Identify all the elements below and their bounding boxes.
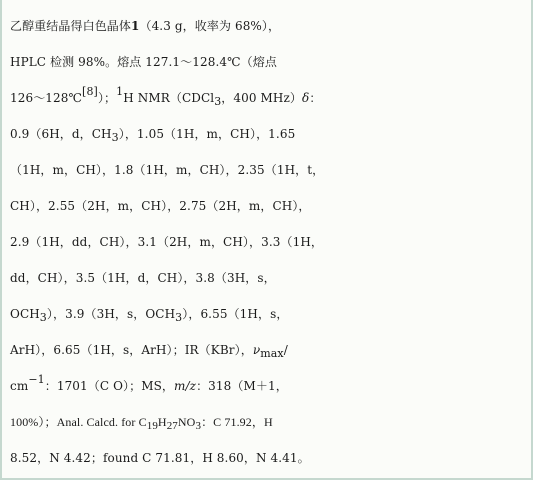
text-line [10, 44, 530, 80]
text-segment: ：1701（C O）；MS， [44, 379, 175, 393]
subscript: 3 [175, 311, 183, 324]
text-segment: H NMR（CDCl [123, 91, 215, 105]
text-line [10, 80, 530, 116]
text-segment: （1H，m，CH），1.8（1H，m，CH），2.35（1H，t， [10, 163, 325, 177]
text-line [10, 116, 530, 152]
text-line [10, 440, 530, 476]
nu-symbol: ν [252, 343, 261, 357]
text-line [10, 260, 530, 296]
text-segment: CH），2.55（2H，m，CH），2.75（2H，m，CH）， [10, 199, 311, 213]
text-segment: NO [177, 415, 196, 429]
subscript: max [260, 347, 284, 360]
subscript: 27 [166, 420, 178, 432]
text-segment: 2.9（1H，dd，CH），3.1（2H，m，CH），3.3（1H， [10, 235, 323, 249]
text-line [10, 8, 530, 44]
text-segment: ）； [97, 91, 117, 105]
citation-ref: [8] [82, 85, 98, 98]
subscript: 19 [146, 420, 158, 432]
delta-symbol: δ [302, 91, 310, 105]
text-segment: ：C 71.92，H [201, 415, 273, 429]
compound-number: 1 [131, 19, 140, 33]
text-line [10, 368, 530, 404]
text-segment: ），6.55（1H，s， [182, 307, 289, 321]
text-segment: ：318（M＋1， [196, 379, 288, 393]
text-segment: 100%）；Anal. Calcd. for C [10, 415, 147, 429]
mz-label: m/z [174, 379, 197, 393]
text-segment: 乙醇重结晶得白色晶体 [10, 19, 132, 33]
text-segment: H [157, 415, 167, 429]
text-line [10, 152, 530, 188]
experimental-passage [10, 8, 530, 476]
text-segment: HPLC 检测 98%。熔点 127.1～128.4℃（熔点 [10, 55, 277, 69]
text-segment: （4.3 g，收率为 68%）， [139, 19, 281, 33]
text-segment: OCH [10, 307, 40, 321]
text-line [10, 404, 530, 440]
text-segment: ），3.9（3H，s，OCH [46, 307, 176, 321]
text-line [10, 332, 530, 368]
superscript: −1 [28, 373, 45, 386]
text-segment: / [283, 343, 288, 357]
superscript: 1 [116, 85, 124, 98]
text-segment: ArH），6.65（1H，s，ArH）；IR（KBr）， [10, 343, 253, 357]
text-line [10, 224, 530, 260]
text-segment: 8.52，N 4.42；found C 71.81，H 8.60，N 4.41。 [10, 451, 310, 465]
text-segment: dd，CH），3.5（1H，d，CH），3.8（3H，s， [10, 271, 276, 285]
text-segment: ），1.05（1H，m，CH），1.65 [118, 127, 296, 141]
text-segment: ，400 MHz） [221, 91, 302, 105]
subscript: 3 [195, 420, 202, 432]
subscript: 3 [111, 131, 119, 144]
text-line [10, 296, 530, 332]
subscript: 3 [39, 311, 47, 324]
text-segment: 126～128℃ [10, 91, 83, 105]
text-segment: cm [10, 379, 29, 393]
text-segment: 0.9（6H，d，CH [10, 127, 112, 141]
text-segment: ： [309, 91, 322, 105]
subscript: 3 [214, 95, 222, 108]
text-line [10, 188, 530, 224]
